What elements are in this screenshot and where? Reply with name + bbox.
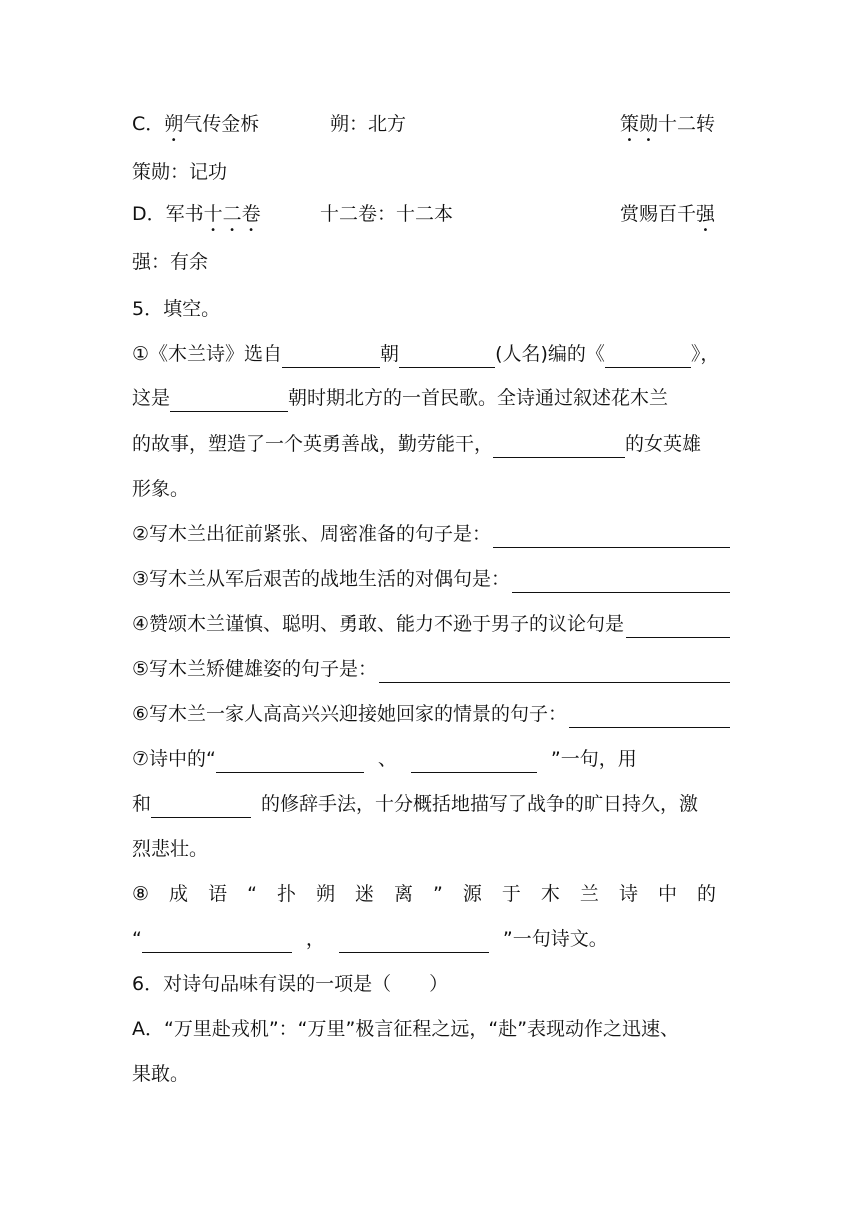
option-c-right-post: 十二转	[658, 113, 716, 135]
option-d-right-phrase	[620, 200, 715, 228]
blank-s2[interactable]	[493, 527, 730, 548]
blank-s8-first[interactable]	[142, 930, 292, 953]
blank-anthology-dynasty[interactable]	[282, 345, 380, 368]
q5-s1-text-f: 朝时期北方的一首民歌。全诗通过叙述花木兰	[288, 387, 669, 409]
blank-poem-dynasty[interactable]	[170, 389, 288, 412]
q5-s1-text-h: 的女英雄	[625, 433, 702, 455]
q5-s1-text-d: 》，	[690, 343, 720, 365]
q5-s5-text: ⑤写木兰矫健雄姿的句子是：	[132, 658, 378, 680]
option-c	[132, 110, 259, 138]
q5-s7-text-a: ⑦诗中的“	[132, 748, 216, 770]
q5-s8-line2	[132, 925, 730, 953]
q5-s7-line2	[132, 790, 730, 818]
q5-s1-text-c: (人名)编的《	[495, 343, 605, 365]
option-d-pre: 军书	[165, 203, 204, 225]
q5-s1-line4: 形象。	[132, 478, 190, 500]
option-d-right-dotted: 强	[696, 203, 716, 225]
q5-s1-text-a: ①《木兰诗》选自	[132, 343, 283, 365]
option-d-right-pre: 赏赐百千	[620, 203, 697, 225]
q5-s3	[132, 565, 730, 593]
q5-s7-text-c: 和	[132, 793, 152, 815]
blank-s8-second[interactable]	[339, 930, 489, 953]
blank-heroine-trait[interactable]	[493, 435, 625, 458]
q5-s6	[132, 700, 730, 728]
blank-s7-second[interactable]	[411, 750, 537, 773]
q5-s4-text: ④赞颂木兰谨慎、聪明、勇敢、能力不逊于男子的议论句是	[132, 613, 625, 635]
q5-s2	[132, 520, 730, 548]
blank-s6[interactable]	[569, 707, 730, 728]
option-d	[132, 200, 261, 228]
q5-s8-line1: ⑧成语“扑朔迷离”源于木兰诗中的	[132, 883, 730, 905]
q5-s1-line3	[132, 430, 730, 458]
option-c-wrap: 策勋：记功	[132, 161, 228, 183]
q5-s1-text-b: 朝	[380, 343, 400, 365]
option-d-label: D．	[132, 203, 166, 225]
q5-s7-text-d: 的修辞手法，十分概括地描写了战争的旷日持久，激	[261, 793, 699, 815]
q5-s7-sep: 、	[377, 748, 397, 770]
q5-s7-line1	[132, 745, 730, 773]
q5-s1-text-e: 这是	[132, 387, 171, 409]
option-d-wrap: 强：有余	[132, 251, 209, 273]
option-c-dotted-word: 朔	[164, 113, 184, 135]
option-c-label: C．	[132, 113, 165, 135]
q6-option-a-line2: 果敢。	[132, 1063, 190, 1085]
option-c-right-phrase	[620, 110, 715, 138]
option-c-gloss: 朔：北方	[330, 113, 407, 135]
blank-s4[interactable]	[626, 617, 730, 638]
option-d-dotted-word: 十二卷	[203, 203, 261, 225]
option-d-gloss: 十二卷：十二本	[320, 203, 454, 225]
blank-compiler-name[interactable]	[399, 345, 495, 368]
q5-s3-text: ③写木兰从军后艰苦的战地生活的对偶句是：	[132, 568, 511, 590]
q5-s8-text-a: “	[132, 928, 142, 950]
q5-s8-text-b: ”一句诗文。	[502, 928, 608, 950]
question-5-heading: 5．填空。	[132, 298, 221, 320]
q6-option-a-line1: A．“万里赴戎机”：“万里”极言征程之远，“赴”表现动作之迅速、	[132, 1018, 680, 1040]
option-c-right-dotted: 策勋	[620, 113, 659, 135]
q5-s7-line3: 烈悲壮。	[132, 838, 209, 860]
q5-s4	[132, 610, 730, 638]
blank-s7-rhetoric[interactable]	[151, 795, 251, 818]
q5-s1-line2	[132, 384, 730, 412]
q5-s1-text-g: 的故事，塑造了一个英勇善战，勤劳能干，	[132, 433, 494, 455]
q5-s6-text: ⑥写木兰一家人高高兴兴迎接她回家的情景的句子：	[132, 703, 568, 725]
blank-s3[interactable]	[512, 572, 730, 593]
option-c-phrase: 气传金柝	[183, 113, 260, 135]
q5-s8-sep: ，	[305, 928, 325, 950]
question-6-heading: 6．对诗句品味有误的一项是（ ）	[132, 973, 449, 995]
blank-s5[interactable]	[379, 662, 730, 683]
q5-s2-text: ②写木兰出征前紧张、周密准备的句子是：	[132, 523, 492, 545]
q5-s1-line1	[132, 340, 730, 368]
blank-anthology-title[interactable]	[605, 345, 691, 368]
blank-s7-first[interactable]	[216, 750, 364, 773]
q5-s5	[132, 655, 730, 683]
q5-s7-text-b: ”一句，用	[550, 748, 637, 770]
